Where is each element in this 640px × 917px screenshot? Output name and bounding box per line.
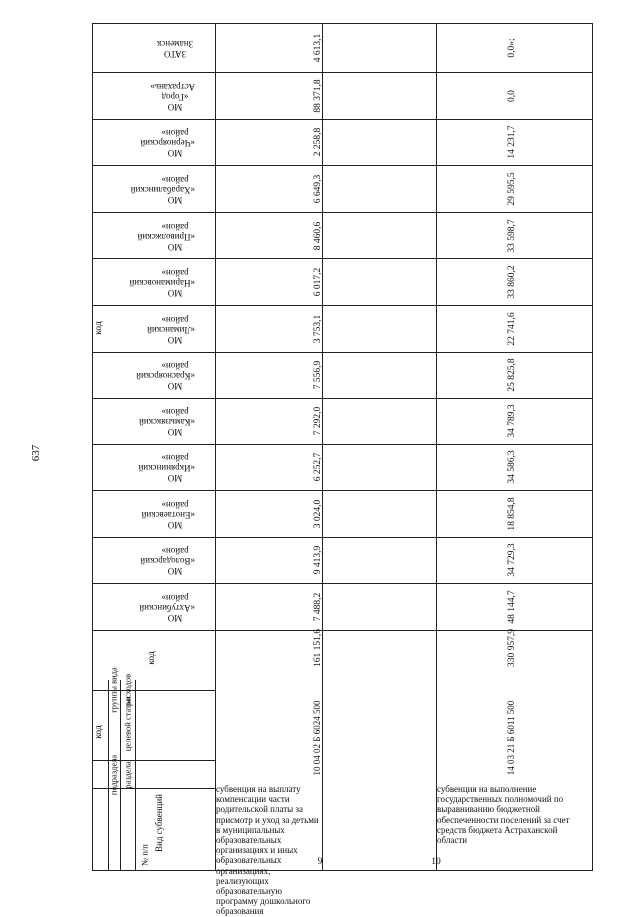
row9-value-9: 8 460,6	[312, 221, 323, 251]
row9-value-4: 6 252,7	[312, 452, 323, 482]
row10-value-2: 34 729,3	[506, 543, 517, 577]
row9-value-8: 6 017,2	[312, 267, 323, 297]
row9-value-5: 7 292,0	[312, 406, 323, 436]
row10-value-12: 0,0	[506, 90, 517, 102]
row9-value-6: 7 556,9	[312, 360, 323, 390]
row10-code: 14 03 21 Б 6011 500	[506, 700, 517, 776]
row9-value-11: 2 258,8	[312, 127, 323, 157]
municipality-11: МО «Черноярский район»	[140, 128, 195, 158]
mun-line	[92, 258, 592, 259]
mun-line	[92, 490, 592, 491]
municipality-10: МО «Харабалинский район»	[130, 175, 195, 205]
row9-description: субвенция на выплату компенсации части родительской платы за присмотр и уход за детьми в муниципальных образовательных организациях и иных образовательных организациях, реализующих образовательную программу дошкольного образования	[216, 784, 319, 917]
mun-line	[92, 583, 592, 584]
col-line	[436, 23, 437, 870]
total-kod-label: код	[146, 651, 157, 665]
municipality-7: МО «Лиманский район»	[147, 315, 195, 345]
row10-value-11: 14 231,7	[506, 125, 517, 159]
target-label: целевой статьи	[122, 696, 133, 752]
col-line	[135, 690, 136, 870]
mun-line	[92, 165, 592, 166]
page-number: 637	[30, 444, 42, 462]
col-line	[120, 690, 121, 870]
row9-code: 10 04 02 Б 6024 500	[312, 700, 323, 776]
mun-line	[92, 398, 592, 399]
row9-value-12: 88 371,8	[312, 79, 323, 113]
municipality-1: МО «Ахтубинский район»	[139, 593, 195, 623]
num-label: № п/п	[139, 844, 150, 866]
vid-label-1: группы вида	[108, 667, 119, 713]
municipality-4: МО «Икрянинский район»	[138, 453, 195, 483]
mun-line	[92, 72, 592, 73]
municipality-12: МО «Город Астрахань»	[150, 82, 195, 112]
mun-line	[92, 444, 592, 445]
row10-value-4: 34 586,3	[506, 450, 517, 484]
row9-total: 161 151,6	[312, 629, 323, 667]
municipality-13: ЗАТО Знаменск	[156, 39, 194, 59]
municipality-8: МО «Наримановский район»	[129, 268, 195, 298]
municipality-3: МО «Енотаевский район»	[141, 500, 195, 530]
razdel-label: раздела	[122, 761, 133, 789]
row10-num: 10	[431, 856, 441, 867]
mun-line	[92, 305, 592, 306]
row10-value-10: 29 595,5	[506, 172, 517, 206]
row10-value-7: 22 741,6	[506, 312, 517, 346]
row10-value-3: 18 854,8	[506, 497, 517, 531]
kod-top-label: код	[93, 321, 104, 335]
bottom-border	[92, 870, 593, 871]
mun-line	[92, 23, 592, 24]
kod-group-label: код	[93, 725, 104, 739]
mun-line	[92, 119, 592, 120]
row9-value-3: 3 024,0	[312, 499, 323, 529]
municipality-9: МО «Приволжский район»	[137, 222, 195, 252]
row10-description: субвенция на выполнение государственных полномочий по выравниванию бюджетной обеспеченности поселений за счет средств бюджета Астраханской области	[437, 784, 570, 846]
podrazdel-label: подраздела	[108, 754, 119, 796]
row9-value-10: 6 649,3	[312, 174, 323, 204]
mun-line	[92, 212, 592, 213]
municipality-6: МО «Красноярский район»	[136, 361, 195, 391]
row9-value-1: 7 488,2	[312, 592, 323, 622]
municipality-5: МО «Камызякский район»	[139, 407, 195, 437]
row10-value-8: 33 860,2	[506, 265, 517, 299]
row9-value-2: 9 413,9	[312, 545, 323, 575]
row10-value-9: 33 598,7	[506, 219, 517, 253]
row9-num: 9	[317, 856, 323, 867]
col-line	[215, 23, 216, 870]
row10-total: 330 957,9	[506, 629, 517, 667]
municipality-2: МО «Володарский район»	[140, 546, 195, 576]
row10-value-6: 25 825,8	[506, 358, 517, 392]
row10-value-1: 48 144,7	[506, 590, 517, 624]
col-line	[592, 23, 593, 870]
vid-label-2: расходов	[122, 673, 133, 707]
row9-value-13: 4 613,1	[312, 33, 323, 63]
row10-value-13: 0,0»;	[506, 38, 517, 58]
mun-line	[92, 352, 592, 353]
row10-value-5: 34 789,3	[506, 404, 517, 438]
col-line	[92, 690, 93, 870]
type-label: Вид субвенций	[154, 794, 165, 852]
row9-value-7: 3 753,1	[312, 314, 323, 344]
mun-line	[92, 537, 592, 538]
